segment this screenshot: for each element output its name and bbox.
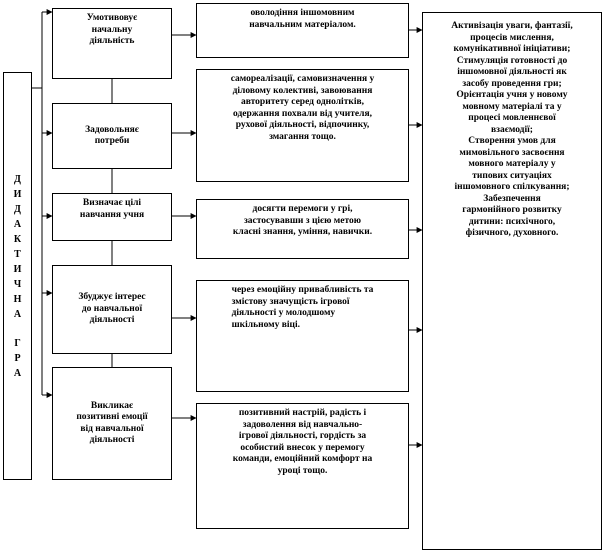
middle-box-win-game: досягти перемоги у грі, застосувавши з цією метою класні знання, уміння, навички. xyxy=(196,199,409,259)
title-letter: И xyxy=(13,188,22,200)
title-letter: А xyxy=(13,308,22,320)
title-letter: Д xyxy=(14,203,21,215)
title-letter: Ч xyxy=(13,278,22,290)
title-letter: И xyxy=(13,263,22,275)
title-letter: Д xyxy=(14,173,21,185)
middle-box-positive-mood: позитивний настрій, радість і задоволення від навчально- ігрової діяльності, гордість за особистий внесок у перемогу команди, емоційний комфорт на уроці тощо. xyxy=(196,403,409,529)
title-letter: К xyxy=(13,233,22,245)
left-box-satisfies-needs: Задовольняє потреби xyxy=(52,103,172,169)
left-box-arouses-interest: Збуджує інтерес до навчальної діяльності xyxy=(52,265,172,354)
title-letter: Г xyxy=(14,337,21,349)
middle-box-mastery: оволодіння іншомовним навчальним матеріалом. xyxy=(196,3,409,58)
title-letter: Р xyxy=(14,352,21,364)
title-letter: Т xyxy=(14,248,21,260)
title-letter: Н xyxy=(13,293,22,305)
left-box-defines-goals: Визначає цілі навчання учня xyxy=(52,193,172,241)
middle-box-emotional-appeal: через емоційну привабливість та змістову значущість ігрової діяльності у молодшому шкільному віці. xyxy=(196,280,409,392)
title-letter: А xyxy=(13,367,22,379)
title-didactic-game xyxy=(3,72,32,480)
title-letter: А xyxy=(13,218,22,230)
left-box-positive-emotions: Викликає позитивні емоції від навчальної діяльності xyxy=(52,367,172,480)
left-box-motivates: Умотивовує начальну діяльність xyxy=(52,8,172,79)
right-box-outcomes: Активізація уваги, фантазії, процесів мислення, комунікативної ініціативи; Стимуляція готовності до іншомовної діяльності як засобу проведення гри; Орієнтація учня у новому мовному матеріалі та у процесі мовленнєвої взаємодії; Створення умов для мимовільного засвоєння мовного матеріалу у типових ситуаціях іншомовного спілкування; Забезпечення гармонійного розвитку дитини: психічного, фізичного, духовного. xyxy=(422,12,602,550)
middle-box-self-realization: самореалізації, самовизначення у діловому колективі, завоювання авторитету серед однолітків, одержання похвали від учителя, рухової діяльності, відпочинку, змагання тощо. xyxy=(196,69,409,182)
